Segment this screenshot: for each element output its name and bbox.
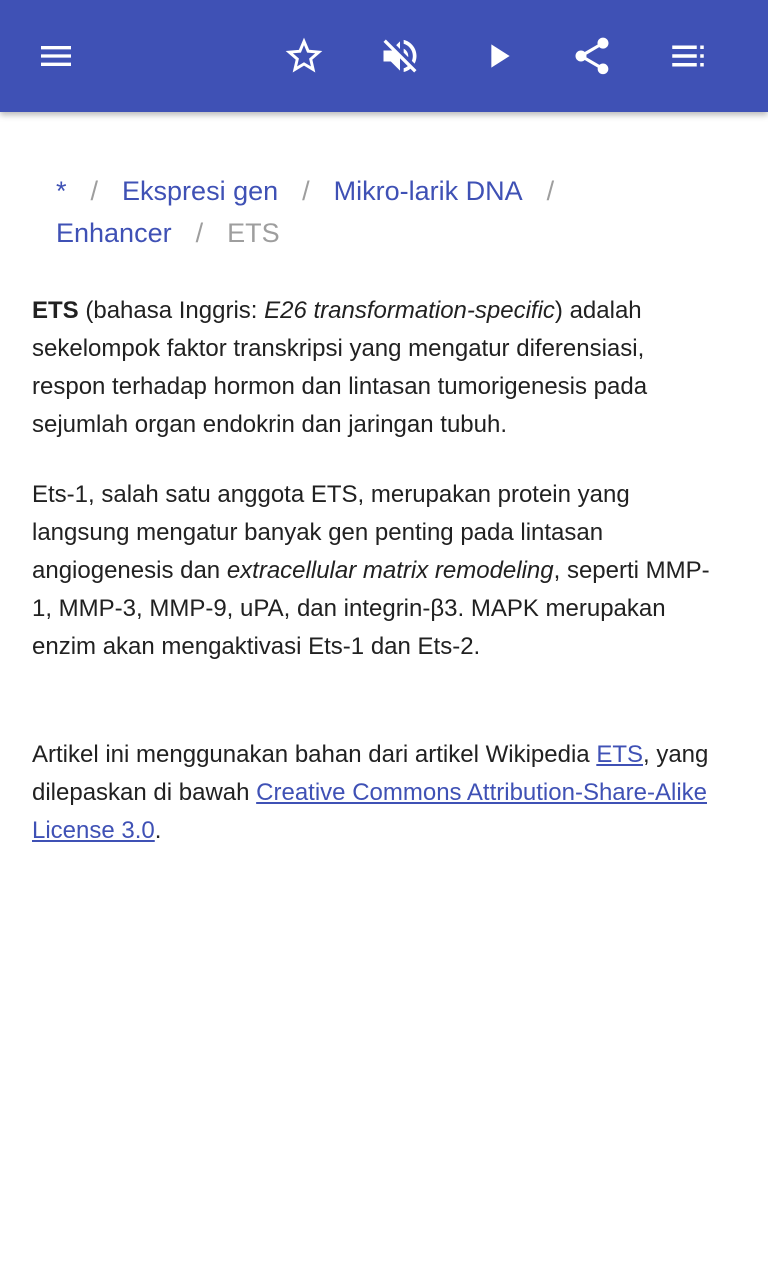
paragraph-text: , seperti MMP-1, MMP-3, MMP-9, uPA, dan integrin-β3. MAPK merupakan enzim akan mengaktivasi Ets-1 dan Ets-2. (32, 557, 710, 660)
mute-button[interactable] (372, 28, 428, 84)
paragraph-text: ) adalah sekelompok faktor transkripsi yang mengatur diferensiasi, respon terhadap hormon dan lintasan tumorigenesis pada sejumlah organ endokrin dan jaringan tubuh. (32, 297, 648, 438)
app-bar (0, 0, 768, 112)
breadcrumb-link-ekspresi-gen[interactable]: Ekspresi gen (122, 176, 279, 206)
play-icon (478, 36, 518, 76)
paragraph-text: Ets-1, salah satu anggota ETS, merupakan protein yang langsung mengatur banyak gen penting pada lintasan angiogenesis dan (32, 481, 630, 584)
share-button[interactable] (564, 28, 620, 84)
menu-icon (36, 36, 76, 76)
attribution-text: . (154, 817, 162, 844)
article-term: ETS (32, 297, 79, 324)
share-icon (570, 34, 614, 78)
breadcrumb-current: ETS (227, 218, 280, 248)
star-outline-icon (282, 34, 326, 78)
article-content (32, 170, 712, 882)
wikipedia-article-link[interactable]: ETS (596, 741, 643, 768)
breadcrumb-separator: / (90, 176, 99, 206)
bookmark-button[interactable] (276, 28, 332, 84)
playlist-icon (667, 35, 709, 77)
breadcrumb-link-enhancer[interactable]: Enhancer (56, 218, 172, 248)
menu-button[interactable] (28, 28, 84, 84)
breadcrumb-link-root[interactable]: * (56, 176, 67, 206)
breadcrumb-separator: / (195, 218, 204, 248)
breadcrumb-link-mikro-larik-dna[interactable]: Mikro-larik DNA (333, 176, 523, 206)
volume-off-icon (378, 34, 422, 78)
attribution-text: Artikel ini menggunakan bahan dari artikel Wikipedia (32, 741, 597, 768)
breadcrumb-separator: / (302, 176, 310, 206)
breadcrumb-separator: / (546, 176, 555, 206)
attribution-text: , yang dilepaskan di bawah (32, 741, 709, 806)
license-link[interactable]: Creative Commons Attribution-Share-Alike License 3.0 (32, 779, 707, 844)
breadcrumb (32, 170, 712, 254)
italic-term: extracellular matrix remodeling (226, 557, 554, 584)
article-paragraph-intro (32, 292, 712, 444)
paragraph-text: (bahasa Inggris: (78, 297, 265, 324)
article-paragraph-ets1 (32, 476, 712, 666)
attribution-paragraph (32, 736, 712, 850)
play-button[interactable] (470, 28, 526, 84)
contents-button[interactable] (660, 28, 716, 84)
english-term: E26 transformation-specific (264, 297, 555, 324)
